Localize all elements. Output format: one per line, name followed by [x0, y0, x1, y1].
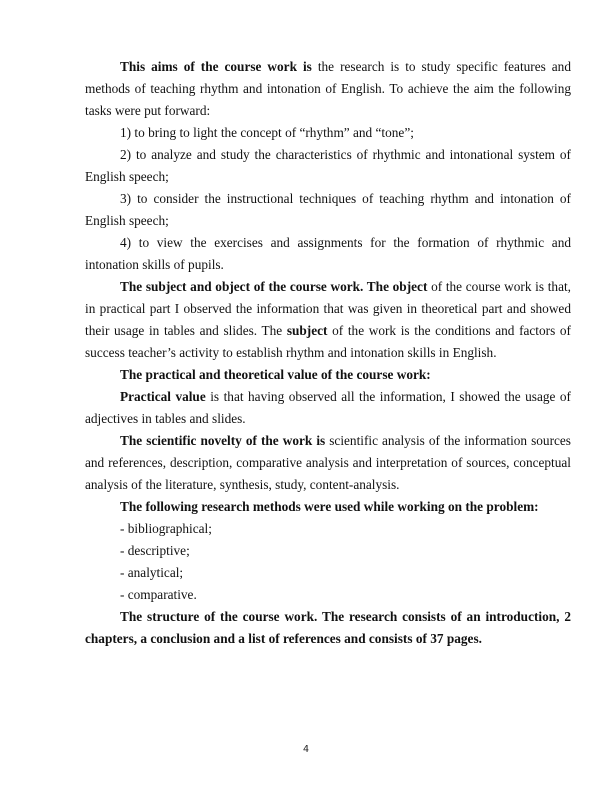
task-item: 3) to consider the instructional techniques of teaching rhythm and intonation of English speech; — [85, 191, 571, 228]
aims-paragraph — [85, 56, 571, 122]
subject-word: subject — [286, 323, 328, 338]
page-number: 4 — [302, 744, 310, 755]
task-item: 1) to bring to light the concept of “rhythm” and “tone”; — [120, 125, 414, 140]
aims-label: This aims of the course work is — [120, 59, 312, 74]
method-item: - analytical; — [120, 565, 184, 580]
task-item: 2) to analyze and study the characteristics of rhythmic and intonational system of English speech; — [85, 147, 571, 184]
method-item: - descriptive; — [120, 543, 190, 558]
novelty-text: scientific analysis of the information sources and references, description, comparative analysis and interpretation of sources, conceptual analysis of the literature, synthesis, study, content-analysis. — [85, 433, 571, 492]
value-heading: The practical and theoretical value of the course work: — [120, 367, 431, 382]
subject-object-text-2: of the work is the conditions and factors of success teacher’s activity to establish rhythm and intonation skills in English. — [85, 323, 571, 360]
novelty-label: The scientific novelty of the work is — [120, 433, 326, 448]
method-item: - bibliographical; — [120, 521, 212, 536]
practical-value-label: Practical value — [120, 389, 206, 404]
subject-object-paragraph — [85, 276, 571, 364]
aims-text: the research is to study specific features and methods of teaching rhythm and intonation of English. To achieve the aim the following tasks were put forward: — [85, 59, 571, 118]
subject-object-label: The subject and object of the course work. The object — [120, 279, 428, 294]
practical-value-paragraph — [85, 386, 571, 430]
method-item: - comparative. — [120, 587, 197, 602]
practical-value-text: is that having observed all the information, I showed the usage of adjectives in tables and slides. — [85, 389, 571, 426]
novelty-paragraph — [85, 430, 571, 496]
task-item: 4) to view the exercises and assignments for the formation of rhythmic and intonation skills of pupils. — [85, 235, 571, 272]
document-page — [85, 56, 571, 650]
subject-object-text-1: of the course work is that, in practical part I observed the information that was given in theoretical part and showed their usage in tables and slides. The — [85, 279, 571, 338]
methods-heading: The following research methods were used while working on the problem: — [120, 499, 539, 514]
structure-paragraph: The structure of the course work. The research consists of an introduction, 2 chapters, a conclusion and a list of references and consists of 37 pages. — [85, 609, 571, 646]
